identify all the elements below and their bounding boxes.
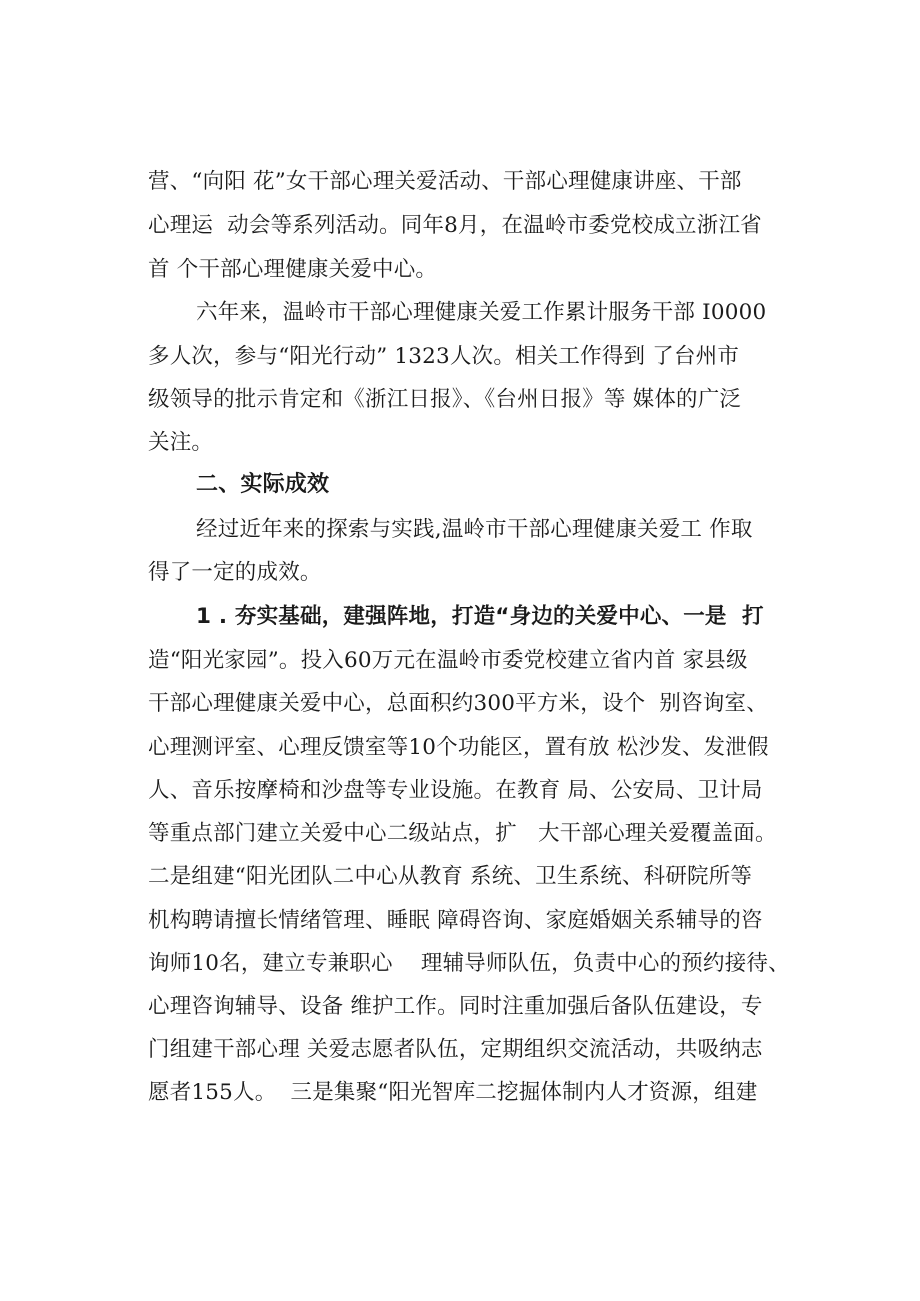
paragraph-line: 二是组建“阳光团队二中心从教育 系统、卫生系统、科研院所等 xyxy=(148,864,753,889)
paragraph-line: 心理运 动会等系列活动。同年8月，在温岭市委党校成立浙江省 xyxy=(148,213,762,238)
paragraph-line: 关注。 xyxy=(148,430,214,455)
paragraph-line: 机构聘请擅长情绪管理、睡眠 障碍咨询、家庭婚姻关系辅导的咨 xyxy=(148,908,763,933)
paragraph-line: 营、“向阳 花”女干部心理关爱活动、干部心理健康讲座、干部 xyxy=(148,169,742,194)
paragraph-line: 等重点部门建立关爱中心二级站点，扩 大干部心理关爱覆盖面。 xyxy=(148,821,777,846)
paragraph-line: 干部心理健康关爱中心，总面积约300平方米，设个 别咨询室、 xyxy=(148,691,768,716)
paragraph-line: 多人次，参与“阳光行动” 1323人次。相关工作得到 了台州市 xyxy=(148,344,740,369)
paragraph-line: 心理咨询辅导、设备 维护工作。同时注重加强后备队伍建设，专 xyxy=(148,994,763,1019)
paragraph-line: 人、音乐按摩椅和沙盘等专业设施。在教育 局、公安局、卫计局 xyxy=(148,778,763,803)
paragraph-line: 六年来，温岭市干部心理健康关爱工作累计服务干部 I0000 xyxy=(196,300,767,325)
subsection-heading-line: 1 . 夯实基础，建强阵地，打造“身边的关爱中心、一是 打 xyxy=(196,604,764,629)
paragraph-line: 经过近年来的探索与实践,温岭市干部心理健康关爱工 作取 xyxy=(196,517,753,542)
paragraph-line: 首 个干部心理健康关爱中心。 xyxy=(148,257,438,282)
paragraph-line: 询师10名，建立专兼职心 理辅导师队伍，负责中心的预约接待、 xyxy=(148,951,790,976)
paragraph-line: 门组建干部心理 关爱志愿者队伍，定期组织交流活动，共吸纳志 xyxy=(148,1037,763,1062)
section-heading: 二、实际成效 xyxy=(196,472,330,497)
paragraph-line: 造“阳光家园”。投入60万元在温岭市委党校建立省内首 家县级 xyxy=(148,648,748,673)
paragraph-line: 心理测评室、心理反馈室等10个功能区，置有放 松沙发、发泄假 xyxy=(148,735,769,760)
paragraph-line: 级领导的批示肯定和《浙江日报》、《台州日报》等 媒体的广泛 xyxy=(148,387,742,412)
paragraph-line: 愿者155人。 三是集聚“阳光智库二挖掘体制内人才资源，组建 xyxy=(148,1080,758,1105)
paragraph-line: 得了一定的成效。 xyxy=(148,560,322,585)
